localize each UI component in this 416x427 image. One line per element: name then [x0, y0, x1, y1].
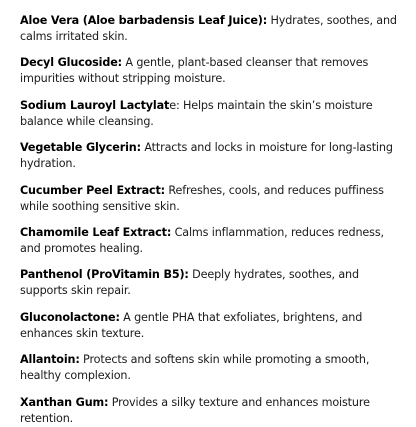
ingredient-description: e: Helps maintain the skin’s moisture balance while cleansing.: [20, 98, 373, 128]
ingredient-name: Allantoin:: [20, 353, 80, 367]
ingredient-decyl-glucoside: [20, 55, 402, 87]
ingredient-description: Provides a silky texture and enhances moisture retention.: [20, 395, 370, 425]
ingredient-description: Protects and softens skin while promoting a smooth, healthy complexion.: [20, 353, 370, 383]
ingredient-gluconolactone: [20, 310, 402, 342]
ingredient-description: A gentle, plant-based cleanser that removes impurities without stripping moisture.: [20, 56, 369, 86]
ingredient-description: Calms inflammation, reduces redness, and promotes healing.: [20, 225, 384, 255]
ingredient-aloe-vera: [20, 13, 402, 45]
ingredient-name: Xanthan Gum:: [20, 395, 109, 409]
ingredient-description: A gentle PHA that exfoliates, brightens, and enhances skin texture.: [20, 310, 363, 340]
ingredient-description: Deeply hydrates, soothes, and supports skin repair.: [20, 268, 359, 298]
ingredient-xanthan-gum: [20, 395, 402, 427]
ingredient-name: Aloe Vera (Aloe barbadensis Leaf Juice):: [20, 14, 268, 27]
ingredient-cucumber-peel-extract: [20, 183, 402, 215]
ingredient-description: Refreshes, cools, and reduces puffiness while soothing sensitive skin.: [20, 183, 384, 213]
ingredient-name: Decyl Glucoside:: [20, 56, 122, 70]
ingredient-name: Gluconolactone:: [20, 310, 120, 324]
ingredient-name: Cucumber Peel Extract:: [20, 183, 165, 197]
ingredient-sodium-lauroyl-lactylate: [20, 98, 402, 130]
ingredient-name: Chamomile Leaf Extract:: [20, 225, 172, 239]
ingredient-name: Panthenol (ProVitamin B5):: [20, 268, 189, 282]
ingredient-allantoin: [20, 352, 402, 384]
ingredient-description: Attracts and locks in moisture for long-lasting hydration.: [20, 141, 393, 171]
ingredient-vegetable-glycerin: [20, 140, 402, 172]
ingredient-name: Vegetable Glycerin:: [20, 141, 141, 155]
ingredient-panthenol: [20, 267, 402, 299]
ingredient-name: Sodium Lauroyl Lactylat: [20, 98, 170, 112]
ingredient-chamomile-leaf-extract: [20, 225, 402, 257]
ingredient-description: Hydrates, soothes, and calms irritated skin.: [20, 14, 397, 43]
